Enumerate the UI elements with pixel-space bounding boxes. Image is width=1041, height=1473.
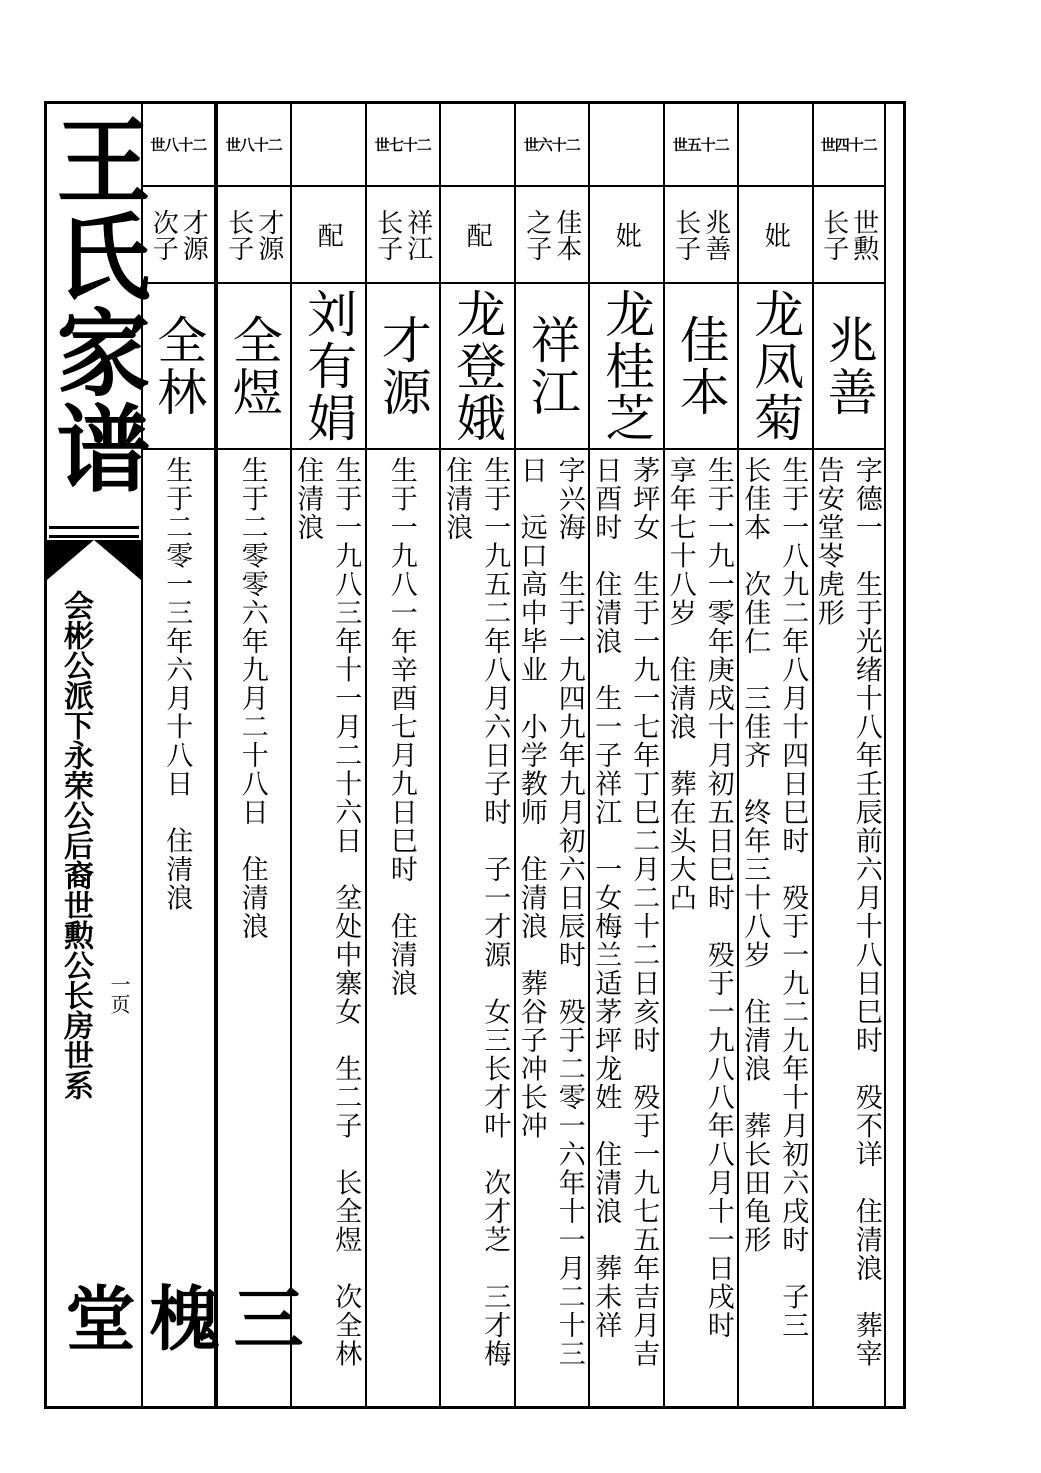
biography-text: 字德一 生于光绪十八年壬辰前六月十八日巳时 殁不详 住清浪 葬宰 告安堂岺虎形	[812, 456, 882, 1368]
relation-cell	[441, 187, 514, 284]
biography-text: 生于一九八一年辛酉七月九日巳时 住清浪	[385, 456, 417, 998]
generation-label	[739, 104, 812, 187]
person-name-cell	[143, 284, 214, 450]
biography-cell	[143, 450, 214, 1406]
person-name-cell	[739, 284, 812, 450]
person-name-cell	[218, 284, 291, 450]
person-name: 祥江	[522, 314, 581, 418]
genealogy-column	[141, 104, 216, 1406]
generation-label: 世四十二	[814, 104, 885, 187]
biography-text: 生于一九八三年十一月二十六日 坌处中寨女 生二子 长全煜 次全林 住清浪	[292, 456, 362, 1368]
person-name: 兆善	[819, 314, 878, 418]
relation-text: 配	[462, 221, 493, 248]
person-name: 佳本	[671, 314, 730, 418]
person-name: 全煜	[224, 314, 283, 418]
person-name-cell	[441, 284, 514, 450]
relation-cell	[516, 187, 589, 284]
biography-cell	[441, 450, 514, 1406]
generation-label: 世八十二	[143, 104, 214, 187]
biography-cell	[814, 450, 885, 1406]
genealogy-column	[588, 104, 663, 1406]
relation-text: 妣	[611, 221, 642, 248]
relation-text: 世勲 长子	[818, 208, 879, 261]
relation-cell	[814, 187, 885, 284]
generation-label	[590, 104, 663, 187]
genealogy-column	[514, 104, 589, 1406]
genealogy-column	[216, 104, 291, 1406]
hall-name: 三槐堂	[54, 1282, 304, 1354]
generation-label: 世七十二	[367, 104, 440, 187]
person-name-cell	[665, 284, 738, 450]
biography-text: 生于二零零六年九月二十八日 住清浪	[236, 456, 268, 941]
generation-label: 世五十二	[665, 104, 738, 187]
biography-text: 字兴海 生于一九四九年九月初六日辰时 殁于二零一六年十一月二十三 日 远口高中毕业 小学教师 住清浪 葬谷子冲长冲	[515, 456, 585, 1368]
biography-text: 生于一九五二年八月六日子时 子一才源 女三长才叶 次才芝 三才梅 住清浪	[441, 456, 511, 1368]
genealogy-column	[439, 104, 514, 1406]
biography-text: 生于二零一三年六月十八日 住清浪	[161, 456, 193, 912]
double-divider	[49, 526, 139, 538]
relation-cell	[218, 187, 291, 284]
biography-cell	[665, 450, 738, 1406]
genealogy-column	[365, 104, 440, 1406]
relation-text: 才源 次子	[148, 208, 209, 261]
person-name: 刘有娟	[299, 288, 358, 444]
relation-cell	[143, 187, 214, 284]
relation-text: 佳本 之子	[521, 208, 582, 261]
biography-text: 生于一八九二年八月十四日巳时 殁于一九二九年十月初六戌时 子三 长佳本 次佳仁 三佳齐 终年三十八岁 住清浪 葬长田龟形	[739, 456, 809, 1340]
lineage-subtitle: 会彬公派下永荣公后裔世勲公长房世系	[58, 590, 93, 1100]
person-name-cell	[367, 284, 440, 450]
relation-cell	[665, 187, 738, 284]
person-name: 才源	[373, 314, 432, 418]
biography-cell	[292, 450, 365, 1406]
person-name-cell	[814, 284, 885, 450]
triangle-ornament	[47, 540, 141, 580]
relation-text: 妣	[760, 221, 791, 248]
genealogy-title: 王氏家谱	[40, 112, 149, 496]
biography-cell	[367, 450, 440, 1406]
person-name: 全林	[149, 314, 208, 418]
generation-label: 世八十二	[218, 104, 291, 187]
relation-cell	[739, 187, 812, 284]
generation-label: 世六十二	[516, 104, 589, 187]
relation-cell	[292, 187, 365, 284]
biography-text: 生于一九一零年庚戌十月初五日巳时 殁于一九八八年八月十一日戌时 享年七十八岁 住清浪 葬在头大凸	[664, 456, 734, 1340]
biography-text: 茅坪女 生于一九一七年丁巳二月二十二日亥时 殁于一九七五年吉月吉 日酉时 住清浪 生一子祥江 一女梅兰适茅坪龙姓 住清浪 葬未祥	[590, 456, 660, 1368]
biography-cell	[739, 450, 812, 1406]
person-name: 龙桂芝	[597, 288, 656, 444]
biography-cell	[218, 450, 291, 1406]
person-name-cell	[292, 284, 365, 450]
genealogy-column	[737, 104, 812, 1406]
generation-label	[292, 104, 365, 187]
relation-cell	[590, 187, 663, 284]
biography-cell	[516, 450, 589, 1406]
genealogy-column	[663, 104, 738, 1406]
person-name: 龙登娥	[448, 288, 507, 444]
relation-text: 才源 长子	[223, 208, 284, 261]
generation-label	[441, 104, 514, 187]
relation-text: 兆善 长子	[670, 208, 731, 261]
relation-cell	[367, 187, 440, 284]
person-name: 龙凤菊	[746, 288, 805, 444]
biography-cell	[590, 450, 663, 1406]
genealogy-column	[812, 104, 887, 1406]
genealogy-table	[141, 104, 886, 1406]
relation-text: 配	[313, 221, 344, 248]
person-name-cell	[516, 284, 589, 450]
genealogy-column	[290, 104, 365, 1406]
relation-text: 祥江 长子	[372, 208, 433, 261]
person-name-cell	[590, 284, 663, 450]
page-number: 一页	[107, 974, 131, 1014]
